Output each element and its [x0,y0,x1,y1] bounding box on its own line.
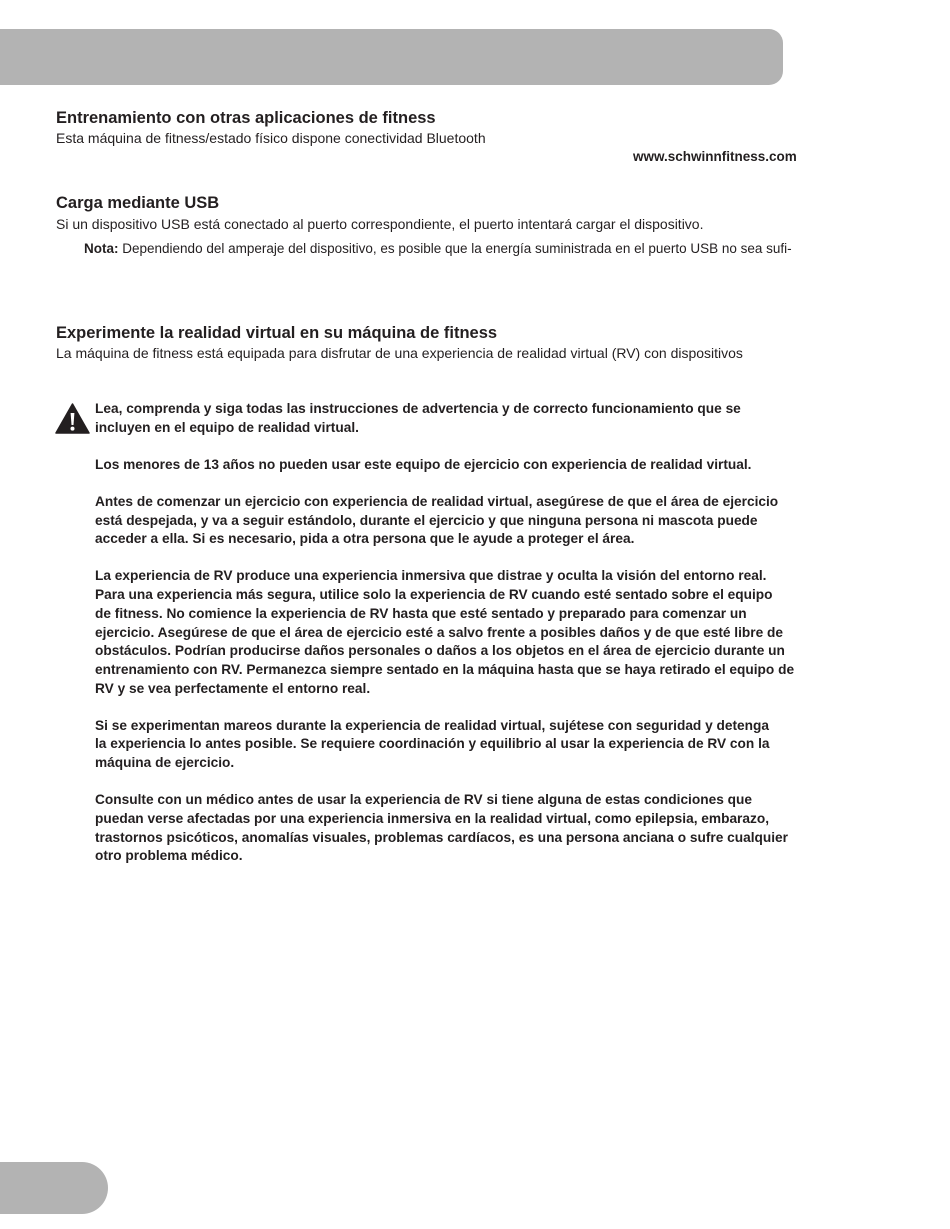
warning-triangle-icon [55,403,90,434]
usb-heading: Carga mediante USB [56,194,220,212]
website-url: www.schwinnfitness.com [633,149,797,164]
warning-paragraph: Lea, comprenda y siga todas las instrucciones de advertencia y de correcto funcionamiento que se incluyen en el equipo de realidad virtual. [95,401,741,435]
note-label: Nota: [84,241,119,256]
apps-heading: Entrenamiento con otras aplicaciones de fitness [56,109,436,127]
note-text: Dependiendo del amperaje del dispositivo, es posible que la energía suministrada en el puerto USB no sea sufi- [118,241,792,256]
warning-paragraph: Los menores de 13 años no pueden usar este equipo de ejercicio con experiencia de realidad virtual. [95,456,752,472]
warning-block [95,400,895,884]
vr-heading: Experimente la realidad virtual en su máquina de fitness [56,324,498,342]
usb-text: Si un dispositivo USB está conectado al puerto correspondiente, el puerto intentará cargar el dispositivo. [56,216,704,232]
warning-paragraph: Antes de comenzar un ejercicio con experiencia de realidad virtual, asegúrese de que el área de ejercicio está despejada, y va a seguir estándolo, durante el ejercicio y que ninguna persona ni mascota puede acceder a ella. Si es necesario, pida a otra persona que le ayude a proteger el área. [95,493,779,547]
page-number-tab [0,1162,108,1214]
warning-paragraph: La experiencia de RV produce una experiencia inmersiva que distrae y oculta la visión del entorno real. Para una experiencia más segura, utilice solo la experiencia de RV cuando esté sentado sobre el equipo de fitness. No comience la experiencia de RV hasta que esté sentado y preparado para comenzar un ejercicio. Asegúrese de que el área de ejercicio esté a salvo frente a posibles daños y de que esté libre de obstáculos. Podrían producirse daños personales o daños a los objetos en el área de ejercicio durante un entrenamiento con RV. Permanezca siempre sentado en la máquina hasta que se haya retirado el equipo de RV y se vea perfectamente el entorno real. [95,568,795,696]
warning-paragraph: Si se experimentan mareos durante la experiencia de realidad virtual, sujétese con seguridad y detenga la experiencia lo antes posible. Se requiere coordinación y equilibrio al usar la experiencia de RV con la máquina de ejercicio. [95,717,770,771]
apps-text: Esta máquina de fitness/estado físico dispone conectividad Bluetooth [56,130,486,146]
warning-paragraph: Consulte con un médico antes de usar la experiencia de RV si tiene alguna de estas condiciones que puedan verse afectadas por una experiencia inmersiva en la realidad virtual, como epilepsia, embarazo, trastornos psicóticos, anomalías visuales, problemas cardíacos, es una persona anciana o sufre cualquier otro problema médico. [95,792,788,864]
usb-note [84,241,792,256]
vr-text: La máquina de fitness está equipada para disfrutar de una experiencia de realidad virtual (RV) con dispositivos [56,345,743,361]
header-bar [0,29,783,85]
